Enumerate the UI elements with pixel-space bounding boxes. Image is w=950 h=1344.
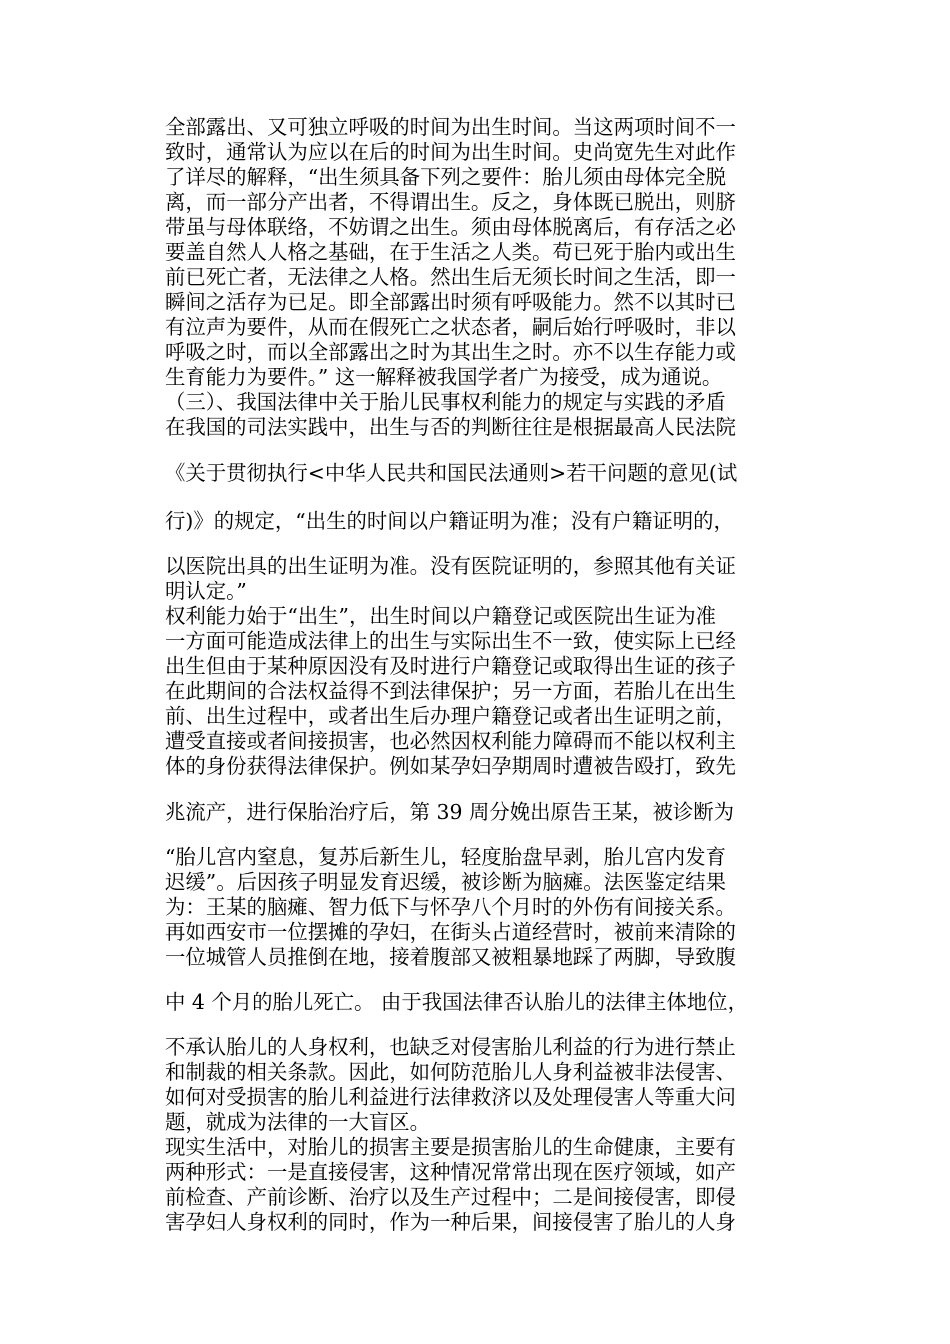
text-line: 离，而一部分产出者，不得谓出生。反之，身体既已脱出，则脐 [165, 190, 736, 214]
text-line: 前已死亡者，无法律之人格。然出生后无须长时间之生活，即一 [165, 265, 736, 289]
text-line: 和制裁的相关条款。因此，如何防范胎儿人身利益被非法侵害、 [165, 1060, 736, 1084]
text-line: 害孕妇人身权利的同时，作为一种后果，间接侵害了胎儿的人身 [165, 1210, 736, 1234]
text-line: 不承认胎儿的人身权利，也缺乏对侵害胎儿利益的行为进行禁止 [165, 1035, 736, 1059]
text-line: 如何对受损害的胎儿利益进行法律救济以及处理侵害人等重大问 [165, 1085, 736, 1109]
text-line: 明认定。” [165, 579, 247, 603]
section-heading: （三）、我国法律中关于胎儿民事权利能力的规定与实践的矛盾 [165, 390, 726, 414]
text-line: 行)》的规定，“出生的时间以户籍证明为准；没有户籍证明的， [165, 509, 734, 533]
text-line: 为：王某的脑瘫、智力低下与怀孕八个月时的外伤有间接关系。 [165, 895, 736, 919]
text-line: 体的身份获得法律保护。例如某孕妇孕期周时遭被告殴打，致先 [165, 754, 736, 778]
text-line: 题，就成为法律的一大盲区。 [165, 1110, 431, 1134]
text-line: 《关于贯彻执行<中华人民共和国民法通则>若干问题的意见(试 [165, 461, 738, 485]
text-line: 两种形式：一是直接侵害，这种情况常常出现在医疗领域，如产 [165, 1160, 736, 1184]
text-line: 兆流产，进行保胎治疗后，第 39 周分娩出原告王某，被诊断为 [165, 800, 735, 824]
text-line: 带虽与母体联络，不妨谓之出生。须由母体脱离后，有存活之必 [165, 215, 736, 239]
text-line: 前、出生过程中，或者出生后办理户籍登记或者出生证明之前， [165, 704, 736, 728]
text-line: 中 4 个月的胎儿死亡。 由于我国法律否认胎儿的法律主体地位， [165, 990, 748, 1014]
text-line: 生育能力为要件。” 这一解释被我国学者广为接受，成为通说。 [165, 365, 723, 389]
text-line: 瞬间之活存为已足。即全部露出时须有呼吸能力。然不以其时已 [165, 290, 736, 314]
text-line: 呼吸之时，而以全部露出之时为其出生之时。亦不以生存能力或 [165, 340, 736, 364]
text-line: 迟缓”。后因孩子明显发育迟缓，被诊断为脑瘫。法医鉴定结果 [165, 870, 726, 894]
text-line: 前检查、产前诊断、治疗以及生产过程中；二是间接侵害，即侵 [165, 1185, 736, 1209]
text-line: 在我国的司法实践中，出生与否的判断往往是根据最高人民法院 [165, 415, 736, 439]
text-line: 权利能力始于“出生”，出生时间以户籍登记或医院出生证为准 [165, 604, 717, 628]
text-line: 出生但由于某种原因没有及时进行户籍登记或取得出生证的孩子 [165, 654, 736, 678]
text-line: 致时，通常认为应以在后的时间为出生时间。史尚宽先生对此作 [165, 140, 736, 164]
text-line: 遭受直接或者间接损害，也必然因权利能力障碍而不能以权利主 [165, 729, 736, 753]
text-line: 一位城管人员推倒在地，接着腹部又被粗暴地踩了两脚，导致腹 [165, 945, 736, 969]
text-line: 有泣声为要件，从而在假死亡之状态者，嗣后始行呼吸时，非以 [165, 315, 736, 339]
text-line: 一方面可能造成法律上的出生与实际出生不一致，使实际上已经 [165, 629, 736, 653]
text-line: 以医院出具的出生证明为准。没有医院证明的，参照其他有关证 [165, 554, 736, 578]
text-line: 了详尽的解释，“出生须具备下列之要件：胎儿须由母体完全脱 [165, 165, 726, 189]
text-line: 现实生活中，对胎儿的损害主要是损害胎儿的生命健康，主要有 [165, 1135, 736, 1159]
text-line: 要盖自然人人格之基础，在于生活之人类。苟已死于胎内或出生 [165, 240, 736, 264]
text-line: 再如西安市一位摆摊的孕妇，在街头占道经营时，被前来清除的 [165, 920, 736, 944]
text-line: 在此期间的合法权益得不到法律保护；另一方面，若胎儿在出生 [165, 679, 736, 703]
text-line: “胎儿宫内窒息，复苏后新生儿，轻度胎盘早剥，胎儿宫内发育 [165, 845, 726, 869]
text-line: 全部露出、又可独立呼吸的时间为出生时间。当这两项时间不一 [165, 115, 736, 139]
